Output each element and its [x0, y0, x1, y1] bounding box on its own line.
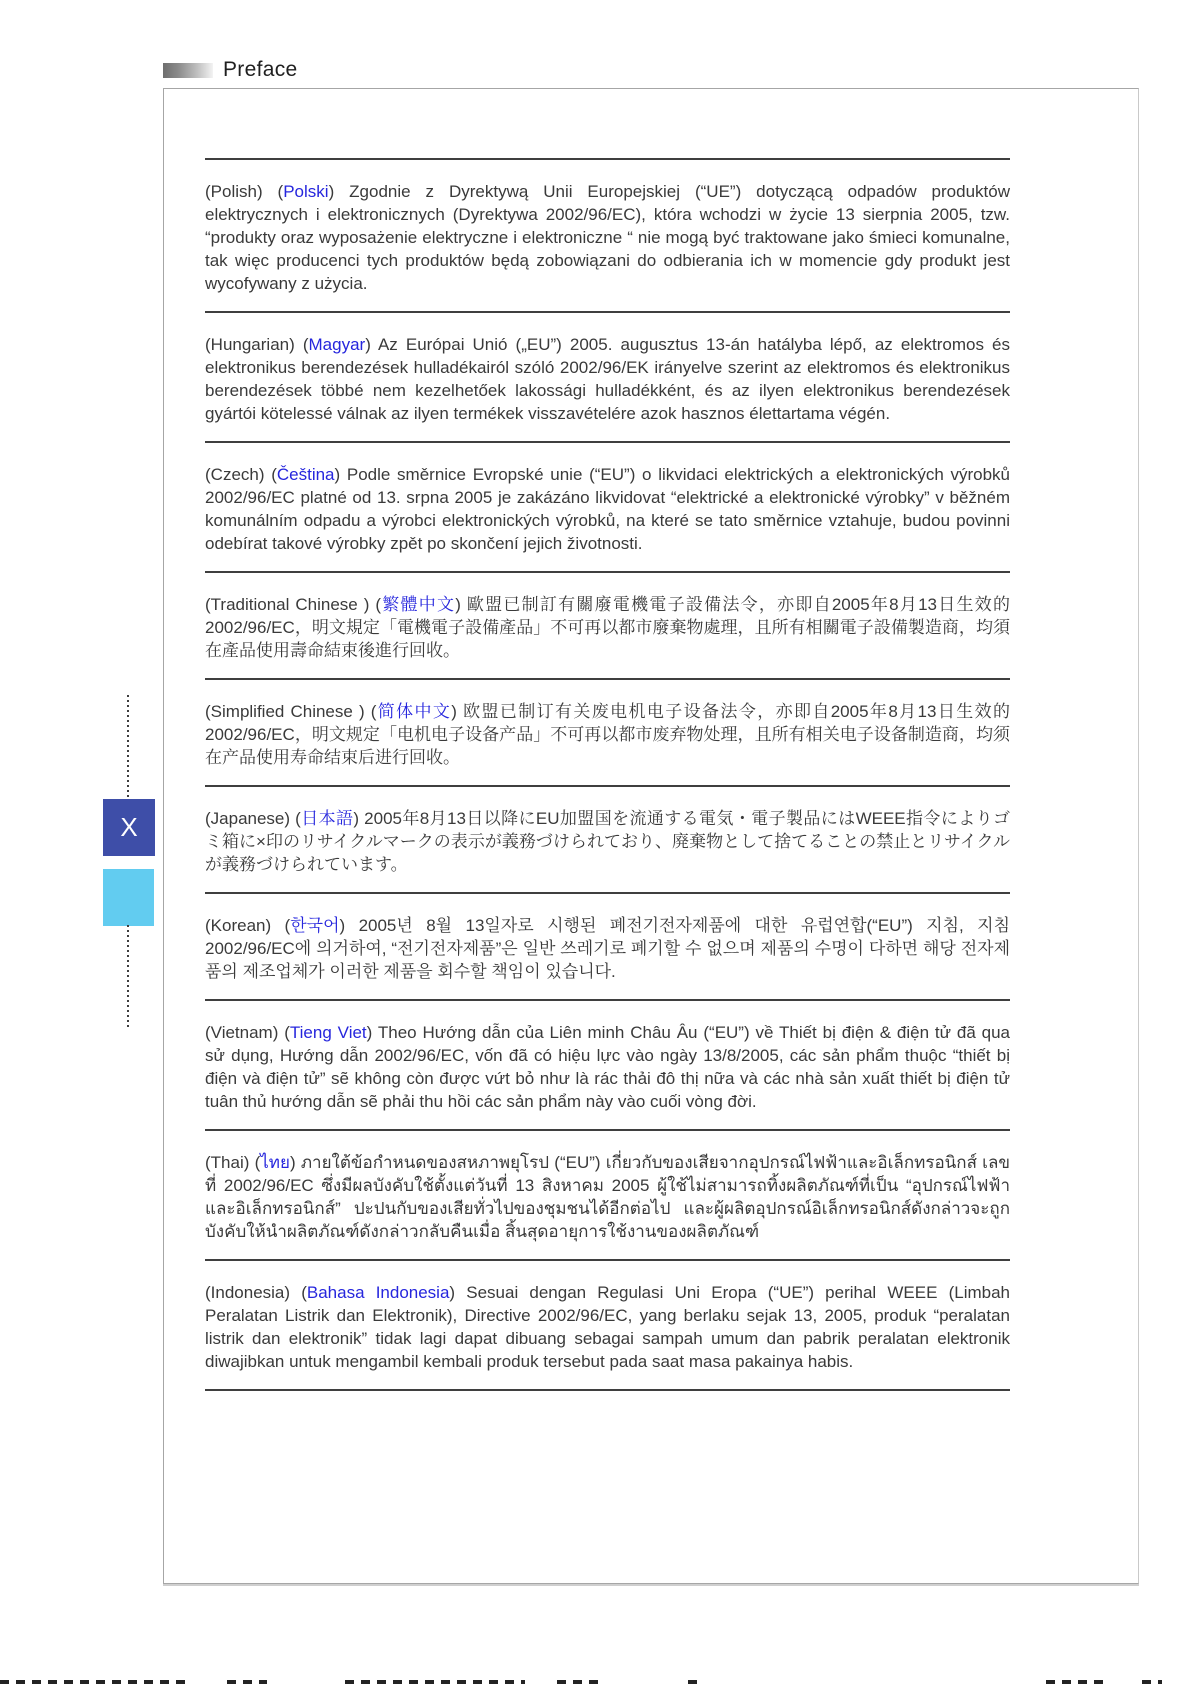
- notice-text: ) Az Európai Unió („EU”) 2005. augusztus 13-án hatályba lépő, az elektromos és elektronikus berendezések hulladékairól szóló 2002/96/EK irányelve szerint az elektromos és elektronikus berendezések többé nem kezelhetőek lakossági hulladékként, és az ilyen elektronikus berendezések gyártói kötelessé válnak az ilyen termékek visszavételére azok hasznos élettartama végén.: [205, 335, 1011, 423]
- weee-notice-japanese: [205, 785, 1010, 892]
- notice-text: ) 欧盟已制订有关废电机电子设备法令，亦即自2005年8月13日生效的2002/96/EC，明文规定「电机电子设备产品」不可再以都市废弃物处理，且所有相关电子设备制造商，均须在产品使用寿命结束后进行回收。: [205, 702, 1010, 767]
- weee-notice-simplified-chinese: [205, 678, 1010, 785]
- scan-artifact-segment: [345, 1680, 525, 1684]
- language-link-simplified-chinese[interactable]: 简体中文: [376, 702, 452, 721]
- language-prefix: (Traditional Chinese ) (: [205, 595, 382, 614]
- language-prefix: (Thai) (: [205, 1153, 261, 1172]
- weee-notice-czech: [205, 441, 1010, 571]
- notice-paragraph: [205, 1021, 1010, 1113]
- language-link-magyar[interactable]: Magyar: [308, 335, 366, 354]
- notice-text: ) Theo Hướng dẫn của Liên minh Châu Âu (“EU”) về Thiết bị điện & điện tử đã qua sử dụng, Hướng dẫn 2002/96/EC, vốn đã có hiệu lực vào ngày 13/8/2005, các sản phẩm thuộc “thiết bị điện và điện tử” sẽ không còn được vứt bỏ như là rác thải đô thị nữa và các nhà sản xuất thiết bị điện tử tuân thủ hướng dẫn sẽ phải thu hồi các sản phẩm này vào cuối vòng đời.: [205, 1023, 1011, 1111]
- language-prefix: (Polish) (: [205, 182, 284, 201]
- scan-artifact-segment: [227, 1680, 267, 1684]
- language-prefix: (Indonesia) (: [205, 1283, 307, 1302]
- notice-text: ) 2005년 8월 13일자로 시행된 폐전기전자제품에 대한 유럽연합(“EU”) 지침, 지침 2002/96/EC에 의거하여, “전기전자제품”은 일반 쓰레기로 폐기할 수 없으며 제품의 수명이 다하면 해당 전자제품의 제조업체가 이러한 제품을 회수할 책임이 있습니다.: [205, 916, 1010, 981]
- scan-artifact-segment: [688, 1680, 700, 1684]
- notice-text: ) ภายใต้ข้อกำหนดของสหภาพยุโรป (“EU”) เกี่ยวกับของเสียจากอุปกรณ์ไฟฟ้าและอิเล็กทรอนิกส์ เลขที่ 2002/96/EC ซึ่งมีผลบังคับใช้ตั้งแต่วันที่ 13 สิงหาคม 2005 ผู้ใช้ไม่สามารถทิ้งผลิตภัณฑ์ที่เป็น “อุปกรณ์ไฟฟ้าและอิเล็กทรอนิกส์” ปะปนกับของเสียทั่วไปของชุมชนได้อีกต่อไป และผู้ผลิตอุปกรณ์อิเล็กทรอนิกส์ดังกล่าวจะถูกบังคับให้นำผลิตภัณฑ์ดังกล่าวกลับคืนเมื่อ สิ้นสุดอายุการใช้งานของผลิตภัณฑ์: [205, 1153, 1010, 1241]
- notice-paragraph: [205, 463, 1010, 555]
- weee-notice-hungarian: [205, 311, 1010, 441]
- weee-notices-list: [205, 158, 1010, 1391]
- page-number-label: X: [120, 812, 138, 842]
- content-box: [163, 88, 1139, 1584]
- page-header: [163, 55, 297, 85]
- language-link-bahasa-indonesia[interactable]: Bahasa Indonesia: [306, 1283, 450, 1302]
- notice-text: ) Zgodnie z Dyrektywą Unii Europejskiej (“UE”) dotyczącą odpadów produktów elektrycznych i elektronicznych (Dyrektywa 2002/96/EC), która wchodzi w życie 13 sierpnia 2005, tzw. “produkty oraz wyposażenie elektryczne i elektroniczne “ nie mogą być traktowane jako śmieci komunalne, tak więc producenci tych produktów będą zobowiązani do odbierania ich w momencie gdy produkt jest wycofywany z użycia.: [205, 182, 1010, 293]
- chapter-color-tab: [103, 869, 154, 926]
- language-link-hangugeo[interactable]: 한국어: [290, 916, 340, 935]
- notice-paragraph: [205, 593, 1010, 662]
- notice-paragraph: [205, 807, 1010, 876]
- language-prefix: (Simplified Chinese ) (: [205, 702, 377, 721]
- language-prefix: (Hungarian) (: [205, 335, 309, 354]
- language-prefix: (Vietnam) (: [205, 1023, 290, 1042]
- weee-notice-thai: [205, 1129, 1010, 1259]
- notice-text: ) Sesuai dengan Regulasi Uni Eropa (“UE”) perihal WEEE (Limbah Peralatan Listrik dan Elektronik), Directive 2002/96/EC, yang berlaku sejak 13, 2005, produk “peralatan listrik dan elektronik” tidak lagi dapat dibuang sebagai sampah umum dan pabrik peralatan elektronik diwajibkan untuk mengambil kembali produk tersebut pada saat masa pakainya habis.: [205, 1283, 1011, 1371]
- dotted-guide-line-top: [127, 695, 129, 799]
- notice-text: ) 歐盟已制訂有關廢電機電子設備法令，亦即自2005年8月13日生效的2002/96/EC，明文規定「電機電子設備產品」不可再以都市廢棄物處理，且所有相關電子設備製造商，均須在產品使用壽命結束後進行回收。: [205, 595, 1010, 660]
- language-link-nihongo[interactable]: 日本語: [300, 809, 354, 828]
- page-bottom-scan-artifact: [0, 1679, 1192, 1685]
- weee-notice-korean: [205, 892, 1010, 999]
- notice-text: ) 2005年8月13日以降にEU加盟国を流通する電気・電子製品にはWEEE指令によりゴミ箱に×印のリサイクルマークの表示が義務づけられており、廃棄物として捨てることの禁止とリサイクルが義務づけられています。: [205, 809, 1010, 874]
- notice-paragraph: [205, 914, 1010, 983]
- language-link-polski[interactable]: Polski: [283, 182, 329, 201]
- notice-paragraph: [205, 1281, 1010, 1373]
- language-prefix: (Korean) (: [205, 916, 291, 935]
- dotted-guide-line-bottom: [127, 925, 129, 1029]
- notice-paragraph: [205, 180, 1010, 295]
- language-prefix: (Japanese) (: [205, 809, 301, 828]
- notice-text: ) Podle směrnice Evropské unie (“EU”) o likvidaci elektrických a elektronických výrobků 2002/96/EC platné od 13. srpna 2005 je zakázáno likvidovat “elektrické a elektronické výrobky” v běžném komunálním odpadu a výrobci elektronických výrobků, na které se tato směrnice vztahuje, budou povinni odebírat takové výrobky zpět po skončení jejich životnosti.: [205, 465, 1010, 553]
- notice-paragraph: [205, 700, 1010, 769]
- language-link-traditional-chinese[interactable]: 繁體中文: [381, 595, 456, 614]
- scan-artifact-segment: [1046, 1680, 1108, 1684]
- weee-notice-polish: [205, 158, 1010, 311]
- language-link-tieng-viet[interactable]: Tieng Viet: [289, 1023, 367, 1042]
- language-link-thai[interactable]: ไทย: [260, 1153, 290, 1172]
- header-gradient-bar-icon: [163, 63, 213, 78]
- page-number-tab: [103, 799, 155, 856]
- scan-artifact-segment: [1142, 1680, 1162, 1684]
- weee-notice-indonesian: [205, 1259, 1010, 1391]
- weee-notice-traditional-chinese: [205, 571, 1010, 678]
- scan-artifact-segment: [557, 1680, 602, 1684]
- scan-artifact-segment: [0, 1680, 185, 1684]
- page-title: Preface: [223, 58, 298, 81]
- language-prefix: (Czech) (: [205, 465, 277, 484]
- weee-notice-vietnamese: [205, 999, 1010, 1129]
- notice-paragraph: [205, 333, 1010, 425]
- notice-paragraph: [205, 1151, 1010, 1243]
- language-link-cestina[interactable]: Čeština: [276, 465, 335, 484]
